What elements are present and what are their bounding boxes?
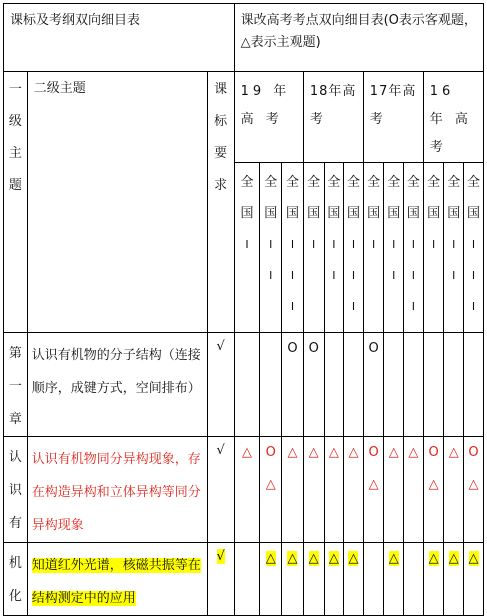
- row1-mark-9: [404, 333, 424, 437]
- row1-mark-3: O: [282, 333, 304, 437]
- row1-check: √: [207, 333, 234, 437]
- header-right-text: 课改高考考点双向细目表(O表示客观题，△表示主观题): [240, 13, 477, 50]
- paper-header-2018-3: 全 国 I I I: [344, 163, 364, 333]
- paper-header-2016-1: 全 国 I: [423, 163, 444, 333]
- paper-header-2016-2: 全 国 I I: [444, 163, 464, 333]
- two-way-specification-table: [3, 3, 484, 616]
- requirement-header: 课 标 要 求: [207, 72, 234, 333]
- year-2019-header: 19 年 高 考: [234, 72, 303, 163]
- row1-mark-6: [344, 333, 364, 437]
- row2-mark-7: O △: [363, 437, 384, 543]
- paper-header-2019-3: 全 国 I I I: [282, 163, 304, 333]
- row3-mark-1: [234, 543, 260, 616]
- row3-mark-4: △: [303, 543, 324, 616]
- header-left: [4, 4, 235, 72]
- level2-header: 二级主题: [27, 72, 207, 333]
- row2-side: 认 识 有: [4, 437, 28, 543]
- paper-header-2018-2: 全 国 I I: [324, 163, 344, 333]
- row2-mark-10: O △: [423, 437, 444, 543]
- row3-mark-12: △: [464, 543, 484, 616]
- row3-mark-6: △: [344, 543, 364, 616]
- row1-mark-11: [444, 333, 464, 437]
- row2-mark-1: △: [234, 437, 260, 543]
- table-row: [4, 437, 484, 543]
- row2-mark-2: O △: [260, 437, 282, 543]
- row3-mark-8: △: [384, 543, 404, 616]
- row2-mark-12: O △: [464, 437, 484, 543]
- row1-mark-10: [423, 333, 444, 437]
- paper-header-2017-1: 全 国 I: [363, 163, 384, 333]
- paper-header-2017-3: 全 国 I I I: [404, 163, 424, 333]
- table-row: [4, 333, 484, 437]
- row3-mark-5: △: [324, 543, 344, 616]
- row1-mark-12: [464, 333, 484, 437]
- row2-mark-8: △: [384, 437, 404, 543]
- row1-mark-4: O: [303, 333, 324, 437]
- row3-mark-9: [404, 543, 424, 616]
- header-right: [234, 4, 483, 72]
- row3-side: 机 化: [4, 543, 28, 616]
- row3-mark-3: △: [282, 543, 304, 616]
- row2-mark-9: △: [404, 437, 424, 543]
- row3-mark-2: △: [260, 543, 282, 616]
- row1-side: 第 一 章: [4, 333, 28, 437]
- paper-header-2019-2: 全 国 I I: [260, 163, 282, 333]
- year-2018-header: 18年高考: [303, 72, 363, 163]
- row1-topic: 认识有机物的分子结构（连接顺序，成键方式，空间排布）: [27, 333, 207, 437]
- row1-mark-5: [324, 333, 344, 437]
- row2-mark-3: △: [282, 437, 304, 543]
- table-row: [4, 543, 484, 616]
- row3-mark-11: △: [444, 543, 464, 616]
- row1-mark-2: [260, 333, 282, 437]
- paper-header-2016-3: 全 国 I I I: [464, 163, 484, 333]
- row2-mark-6: △: [344, 437, 364, 543]
- row1-mark-8: [384, 333, 404, 437]
- paper-header-2018-1: 全 国 I: [303, 163, 324, 333]
- row3-check: √: [207, 543, 234, 616]
- row2-mark-11: △: [444, 437, 464, 543]
- header-left-text: 课标及考纲双向细目表: [10, 13, 141, 28]
- row2-topic: 认识有机物同分异构现象，存在构造异构和立体异构等同分异构现象: [27, 437, 207, 543]
- paper-header-2019-1: 全 国 I: [234, 163, 260, 333]
- row3-topic: 知道红外光谱，核磁共振等在结构测定中的应用: [27, 543, 207, 616]
- row2-check: √: [207, 437, 234, 543]
- level1-header: 一 级 主 题: [4, 72, 28, 333]
- row1-mark-1: [234, 333, 260, 437]
- row1-mark-7: O: [363, 333, 384, 437]
- year-2016-header: 16 年 高 考: [423, 72, 483, 163]
- paper-header-2017-2: 全 国 I I: [384, 163, 404, 333]
- row3-mark-7: [363, 543, 384, 616]
- year-2017-header: 17年高考: [363, 72, 423, 163]
- row2-mark-5: △: [324, 437, 344, 543]
- row3-mark-10: △: [423, 543, 444, 616]
- row2-mark-4: △: [303, 437, 324, 543]
